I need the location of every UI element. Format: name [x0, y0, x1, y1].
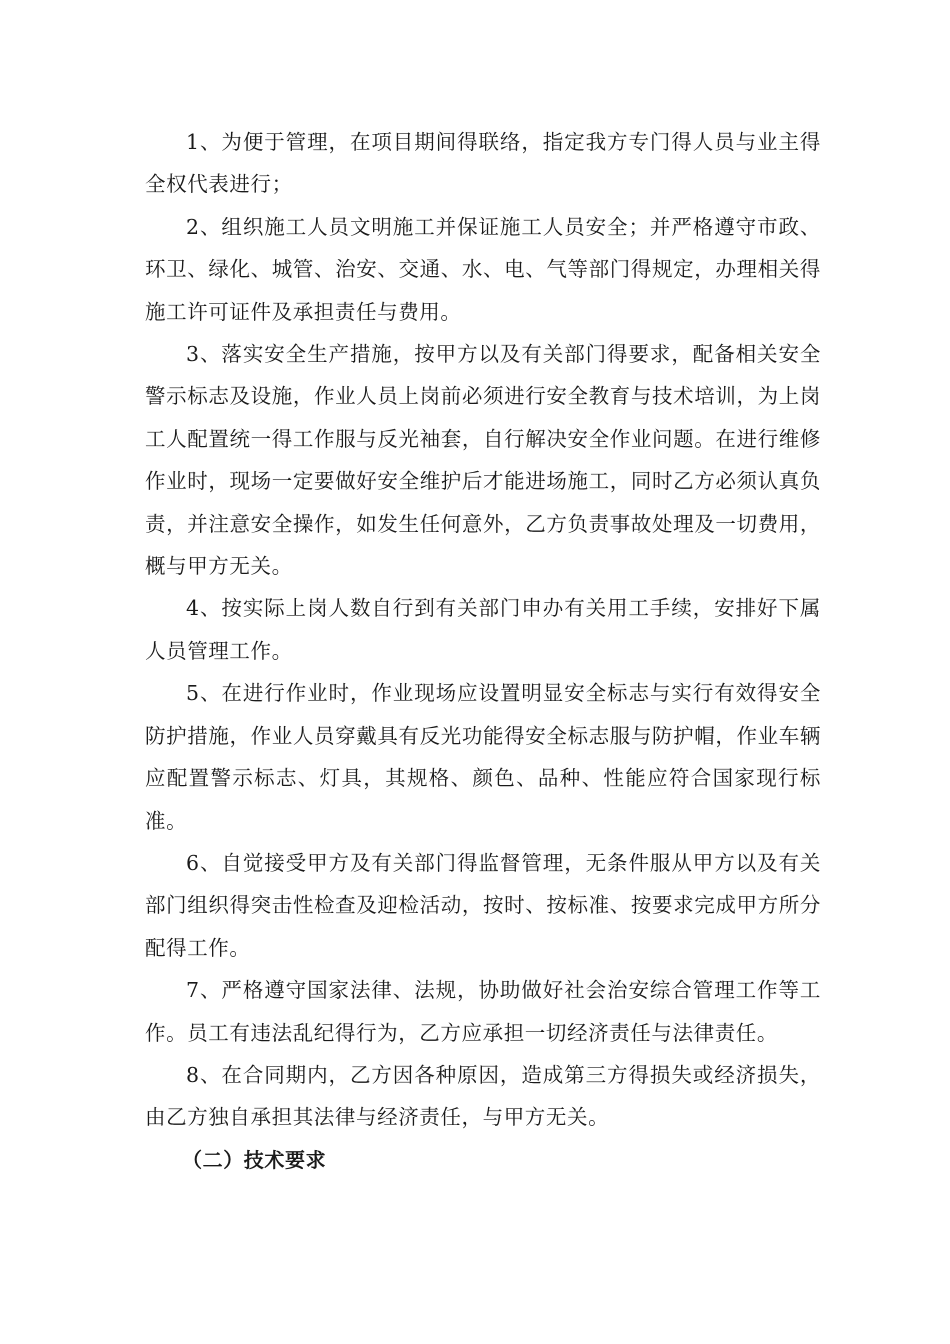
section-heading: （二）技术要求 [182, 1147, 327, 1172]
paragraph-item-3: 3、落实安全生产措施，按甲方以及有关部门得要求，配备相关安全警示标志及设施，作业人员上岗前必须进行安全教育与技术培训，为上岗工人配置统一得工作服与反光袖套，自行解决安全作业问题。在进行维修作业时，现场一定要做好安全维护后才能进场施工，同时乙方必须认真负责，并注意安全操作，如发生任何意外，乙方负责事故处理及一切费用，概与甲方无关。 [145, 342, 821, 579]
paragraph-item-4: 4、按实际上岗人数自行到有关部门申办有关用工手续，安排好下属人员管理工作。 [145, 596, 821, 663]
paragraph-item-7: 7、严格遵守国家法律、法规，协助做好社会治安综合管理工作等工作。员工有违法乱纪得行为，乙方应承担一切经济责任与法律责任。 [145, 978, 821, 1045]
paragraph-item-1: 1、为便于管理，在项目期间得联络，指定我方专门得人员与业主得全权代表进行； [145, 130, 821, 197]
document-body [145, 121, 821, 1181]
paragraph-item-5: 5、在进行作业时，作业现场应设置明显安全标志与实行有效得安全防护措施，作业人员穿戴具有反光功能得安全标志服与防护帽，作业车辆应配置警示标志、灯具，其规格、颜色、品种、性能应符合国家现行标准。 [145, 681, 821, 833]
paragraph-item-6: 6、自觉接受甲方及有关部门得监督管理，无条件服从甲方以及有关部门组织得突击性检查及迎检活动，按时、按标准、按要求完成甲方所分配得工作。 [145, 850, 821, 960]
paragraph-item-2: 2、组织施工人员文明施工并保证施工人员安全；并严格遵守市政、环卫、绿化、城管、治安、交通、水、电、气等部门得规定，办理相关得施工许可证件及承担责任与费用。 [145, 214, 821, 324]
paragraph-item-8: 8、在合同期内，乙方因各种原因，造成第三方得损失或经济损失，由乙方独自承担其法律与经济责任，与甲方无关。 [145, 1062, 821, 1130]
